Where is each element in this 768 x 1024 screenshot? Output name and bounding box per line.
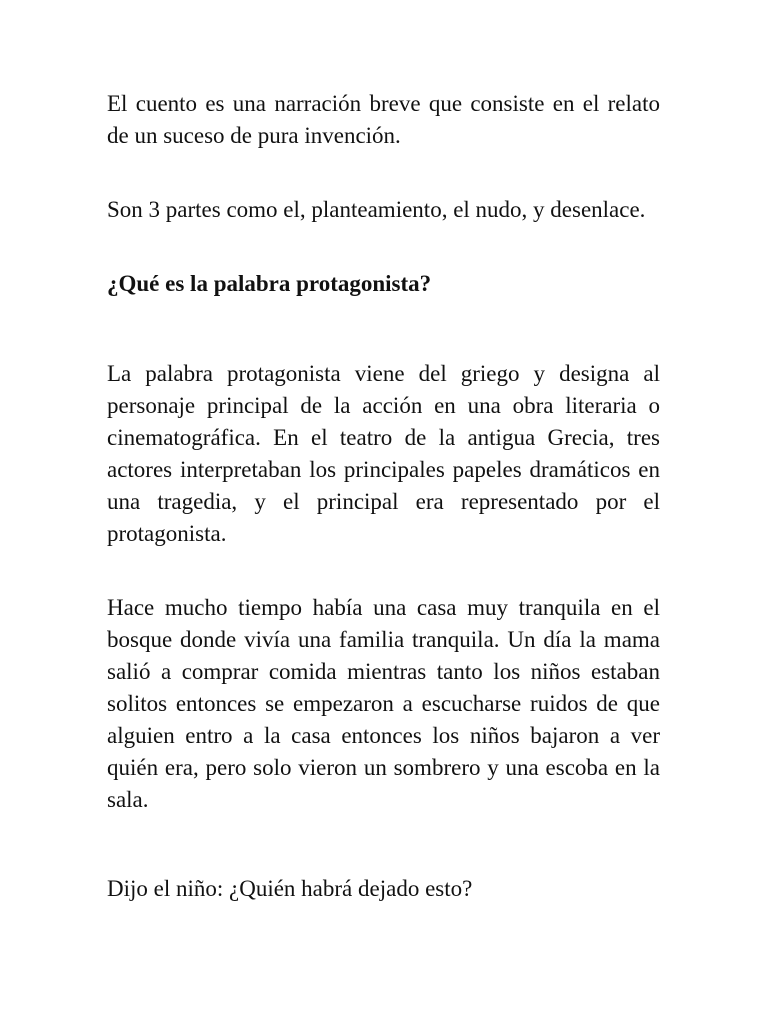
paragraph-partes-cuento: Son 3 partes como el, planteamiento, el nudo, y desenlace. [107, 197, 646, 222]
paragraph-protagonista: La palabra protagonista viene del griego y designa al personaje principal de la acción en una obra literaria o cinematográfica. En el teatro de la antigua Grecia, tres actores interpretaban los principales papeles dramáticos en una tragedia, y el principal era representado por el protagonista. [107, 361, 660, 546]
section-heading: ¿Qué es la palabra protagonista? [107, 271, 432, 296]
paragraph-definition-cuento: El cuento es una narración breve que consiste en el relato de un suceso de pura invención. [107, 91, 660, 148]
paragraph-story: Hace mucho tiempo había una casa muy tranquila en el bosque donde vivía una familia tranquila. Un día la mama salió a comprar comida mientras tanto los niños estaban solitos entonces se empezaron a escucharse ruidos de que alguien entro a la casa entonces los niños bajaron a ver quién era, pero solo vieron un sombrero y una escoba en la sala. [107, 595, 660, 812]
paragraph-dialogue: Dijo el niño: ¿Quién habrá dejado esto? [107, 876, 473, 901]
document-page [107, 88, 660, 905]
